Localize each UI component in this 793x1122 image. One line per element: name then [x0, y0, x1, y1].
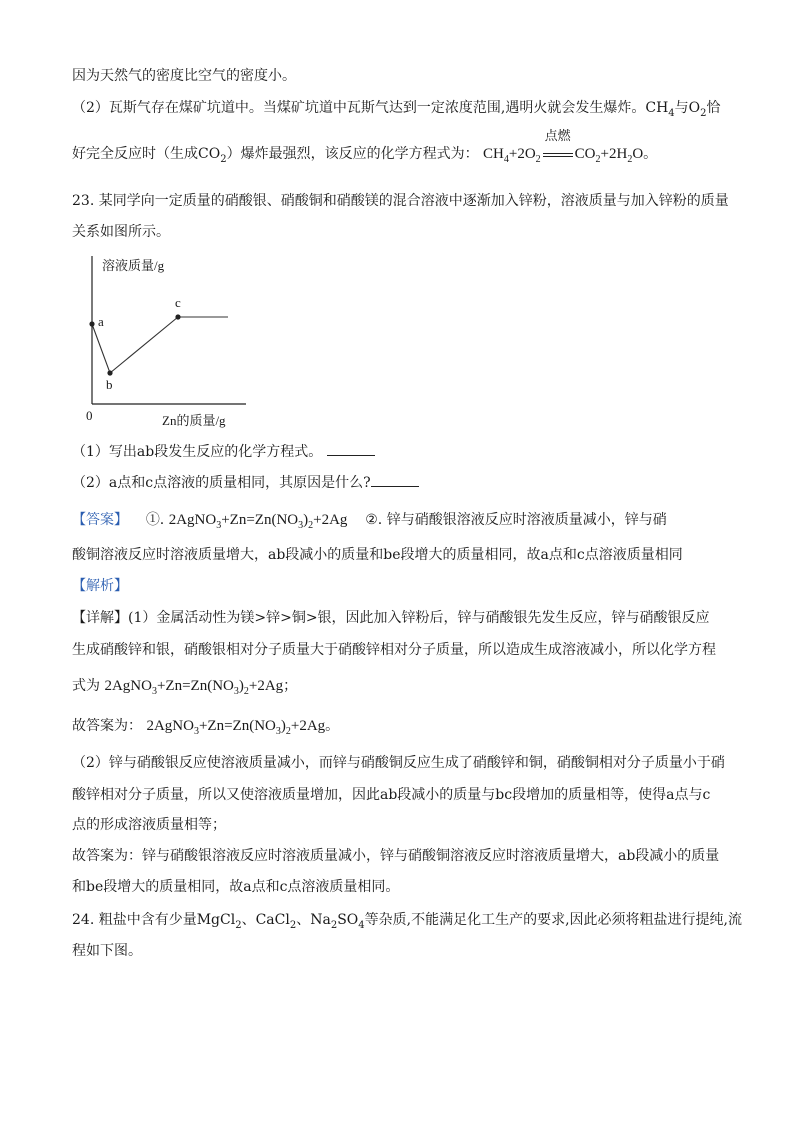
y-axis-label: 溶液质量/g [102, 258, 165, 273]
reaction-condition: 点燃 [541, 144, 575, 164]
paragraph-text: 与O [674, 100, 701, 116]
text-line [72, 66, 296, 86]
paragraph-text: ）爆炸最强烈，该反应的化学方程式为： [226, 146, 479, 162]
point-b-label: b [106, 377, 113, 392]
point-b [107, 370, 112, 375]
origin-label: 0 [86, 408, 93, 423]
explanation-line: 和be段增大的质量相同，故a点和c点溶液质量相同。 [72, 879, 400, 895]
sub-question-1 [72, 442, 375, 462]
explanation-line: 故答案为：锌与硝酸银溶液反应时溶液质量减小，锌与硝酸铜溶液反应时溶液质量增大，ab段减小的质量 [72, 848, 720, 864]
subscript: 4 [668, 107, 675, 119]
explanation-line: 式为 $2AgNO_3+Zn=Zn(NO_3)_2+2Ag$； [72, 678, 298, 697]
detail-equation: $2AgNO_3+Zn=Zn(NO_3)_2+2Ag$ [104, 678, 284, 697]
x-axis-label: Zn的质量/g [162, 413, 226, 428]
answer-tag: 【答案】 [72, 512, 128, 528]
answer-line [72, 545, 683, 565]
question-24-line: 24. 粗盐中含有少量MgCl$_2$、CaCl$_2$、$Na_2SO_4$等杂质,不能满足化工生产的要求,因此必须将粗盐进行提纯,流 [72, 912, 742, 931]
detail-equation: $2AgNO_3+Zn=Zn(NO_3)_2+2Ag$ [146, 718, 326, 737]
analysis-tag: 【解析】 [72, 578, 128, 594]
paragraph-text: （2）瓦斯气存在煤矿坑道中。当煤矿坑道中瓦斯气达到一定浓度范围,遇明火就会发生爆炸。CH [72, 100, 669, 116]
explanation-line: 酸锌相对分子质量，所以又使溶液质量增加，因此ab段减小的质量与bc段增加的质量相等，使得a点与c [72, 787, 711, 803]
point-c-label: c [175, 295, 181, 310]
paragraph-text: 因为天然气的密度比空气的密度小。 [72, 68, 296, 84]
paragraph-text: 恰 [706, 100, 721, 116]
question-text: （2）a点和c点溶液的质量相同，其原因是什么? [72, 475, 371, 491]
subscript: 2 [700, 107, 707, 119]
answer-equation: $2AgNO_3+Zn=Zn(NO_3)_2+2Ag$ [168, 512, 348, 531]
subscript: 2 [220, 153, 227, 165]
question-24-line: 程如下图。 [72, 943, 142, 959]
question-23-line [72, 191, 729, 211]
point-c [175, 314, 180, 319]
explanation-line: 【详解】(1）金属活动性为镁>锌>铜>银，因此加入锌粉后，锌与硝酸银先发生反应，锌与硝酸银反应 [72, 610, 710, 626]
text-line: 好完全反应时（生成$CO_2$）爆炸最强烈，该反应的化学方程式为： $CH_4+2O_2$ 点燃 $CO_2+2H_2O$。 [72, 128, 658, 165]
point-a-label: a [98, 314, 104, 329]
question-text: （1）写出ab段发生反应的化学方程式。 [72, 444, 323, 460]
explanation-line: 故答案为： $2AgNO_3+Zn=Zn(NO_3)_2+2Ag$。 [72, 718, 340, 737]
answer-text: ②. 锌与硝酸银溶液反应时溶液质量减小，锌与硝 [365, 512, 667, 528]
question-text: 关系如图所示。 [72, 224, 170, 240]
solution-mass-chart [80, 250, 280, 430]
question-23-line [72, 222, 170, 242]
analysis-header [72, 576, 128, 596]
mass-curve [92, 317, 228, 373]
text-line [72, 98, 721, 124]
paragraph-text: 好完全反应时（生成CO [72, 146, 221, 162]
answer-blank [371, 473, 419, 487]
answer-text: 酸铜溶液反应时溶液质量增大，ab段减小的质量和be段增大的质量相同，故a点和c点溶液质量相同 [72, 547, 683, 563]
answer-line: 【答案】 ①. $2AgNO_3+Zn=Zn(NO_3)_2+2Ag$ ②. 锌与硝酸银溶液反应时溶液质量减小，锌与硝 [72, 512, 667, 531]
combustion-equation: $CH_4+2O_2$ 点燃 $CO_2+2H_2O$ [483, 128, 644, 165]
question-text: 23. 某同学向一定质量的硝酸银、硝酸铜和硝酸镁的混合溶液中逐渐加入锌粉，溶液质量与加入锌粉的质量 [72, 193, 729, 209]
explanation-line: 点的形成溶液质量相等； [72, 817, 226, 833]
point-a [89, 321, 94, 326]
answer-blank [327, 442, 375, 456]
explanation-line: 生成硝酸锌和银，硝酸银相对分子质量大于硝酸锌相对分子质量，所以造成生成溶液减小，所以化学方程 [72, 642, 716, 658]
explanation-line: （2）锌与硝酸银反应使溶液质量减小，而锌与硝酸铜反应生成了硝酸锌和铜，硝酸铜相对分子质量小于硝 [72, 755, 725, 771]
sub-question-2 [72, 473, 419, 493]
